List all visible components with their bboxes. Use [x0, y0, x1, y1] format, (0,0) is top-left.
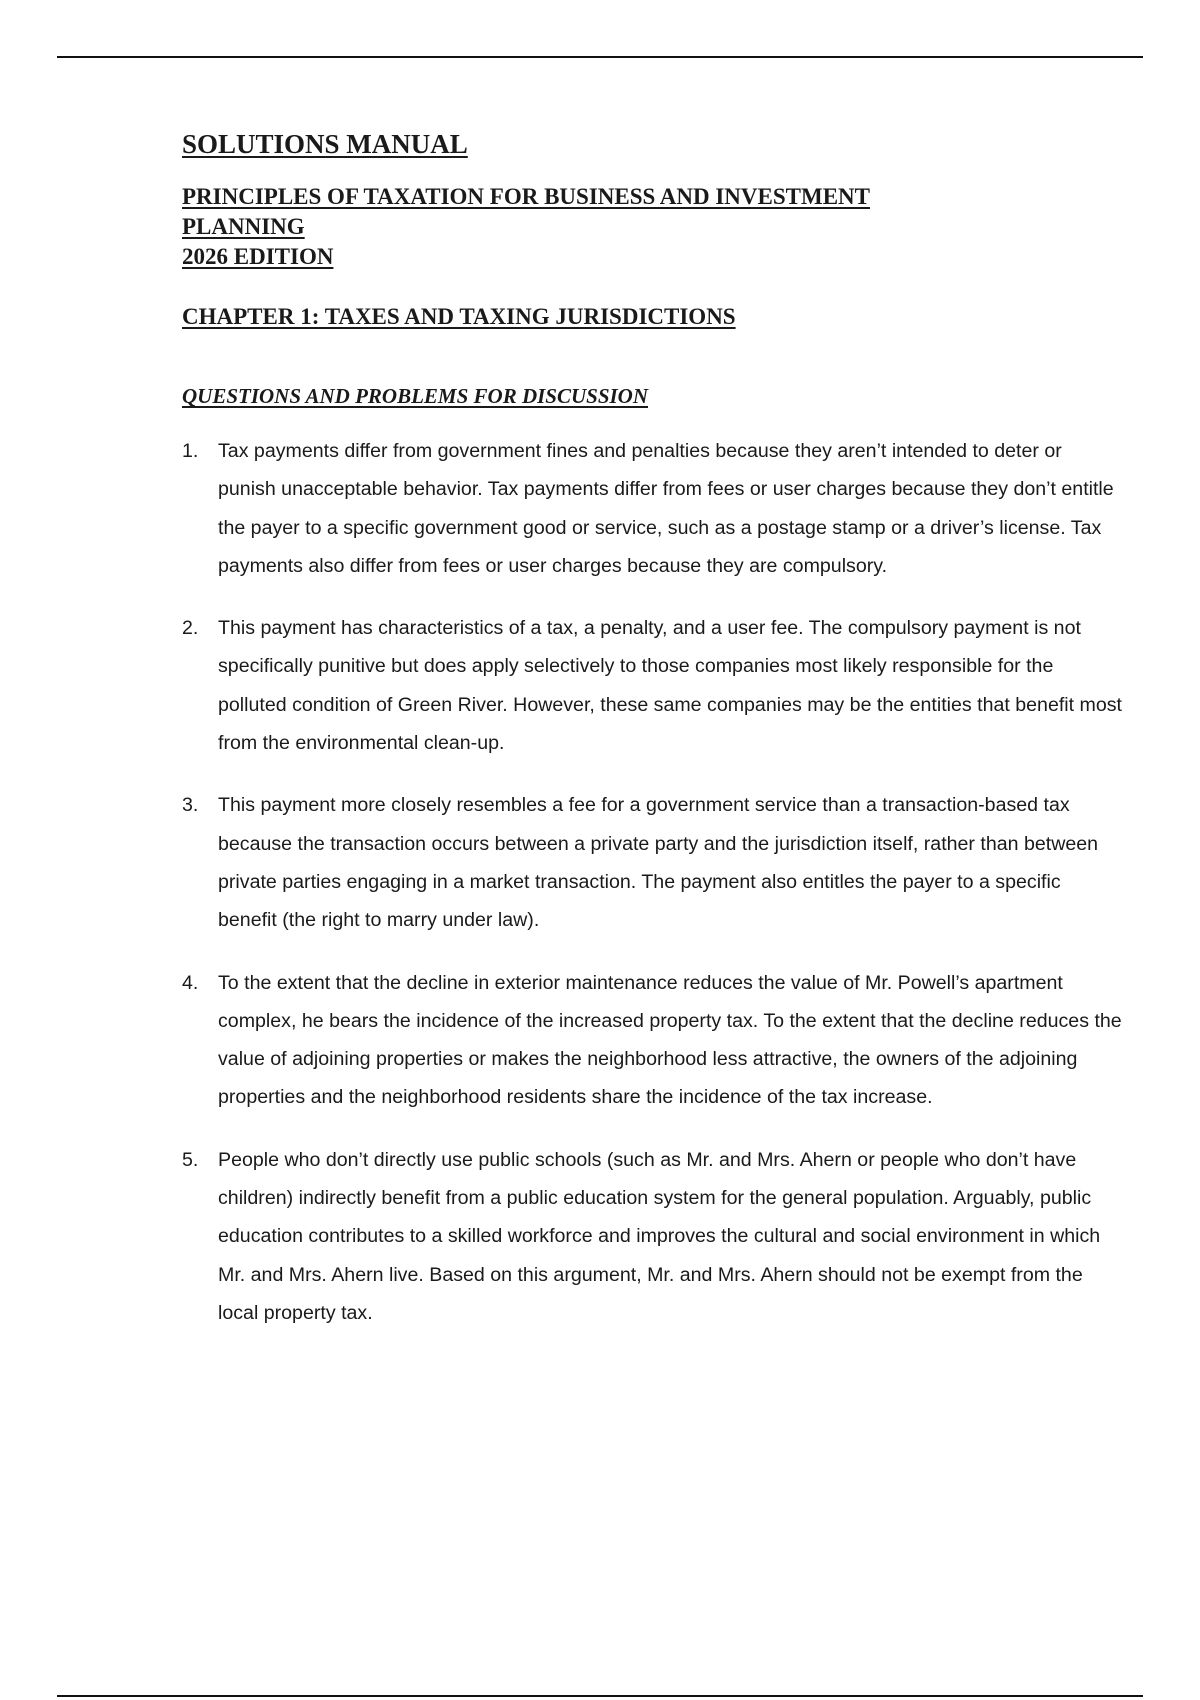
answer-item — [182, 786, 1122, 939]
top-rule — [57, 56, 1143, 58]
section-title: QUESTIONS AND PROBLEMS FOR DISCUSSION — [182, 384, 649, 408]
answer-item — [182, 432, 1122, 585]
answer-text: Tax payments differ from government fines and penalties because they aren’t intended to deter or punish unacceptable behavior. Tax payments differ from fees or user charges because they don’t entitle the payer to a specific government good or service, such as a postage stamp or a driver’s license. Tax payments also differ from fees or user charges because they are compulsory. — [218, 440, 1114, 577]
answer-text: This payment has characteristics of a tax, a penalty, and a user fee. The compulsory payment is not specifically punitive but does apply selectively to those companies most likely responsible for the polluted condition of Green River. However, these same companies may be the entities that benefit most from the environmental clean-up. — [218, 617, 1122, 755]
book-title-line-2: PLANNING — [182, 214, 305, 239]
book-title — [182, 182, 1122, 272]
edition: 2026 EDITION — [182, 244, 334, 269]
book-title-line-1: PRINCIPLES OF TAXATION FOR BUSINESS AND INVESTMENT — [182, 184, 871, 209]
answer-number: 4. — [182, 971, 199, 994]
document-body — [182, 128, 1122, 1356]
answer-text: This payment more closely resembles a fee for a government service than a transaction-based tax because the transaction occurs between a private party and the jurisdiction itself, rather than between private parties engaging in a market transaction. The payment also entitles the payer to a specific benefit (the right to marry under law). — [218, 794, 1099, 932]
answer-number: 2. — [182, 617, 199, 640]
answer-item — [182, 609, 1122, 762]
answer-number: 3. — [182, 794, 199, 817]
bottom-rule — [57, 1695, 1143, 1697]
answer-number: 5. — [182, 1148, 199, 1171]
answer-item — [182, 1141, 1122, 1332]
chapter-title: CHAPTER 1: TAXES AND TAXING JURISDICTIONS — [182, 304, 736, 329]
answer-item — [182, 964, 1122, 1117]
manual-title: SOLUTIONS MANUAL — [182, 129, 468, 159]
answer-list — [182, 432, 1122, 1332]
answer-text: People who don’t directly use public schools (such as Mr. and Mrs. Ahern or people who don’t have children) indirectly benefit from a public education system for the general population. Arguably, public education contributes to a skilled workforce and improves the cultural and social environment in which Mr. and Mrs. Ahern live. Based on this argument, Mr. and Mrs. Ahern should not be exempt from the local property tax. — [218, 1148, 1101, 1324]
answer-number: 1. — [182, 440, 199, 462]
answer-text: To the extent that the decline in exterior maintenance reduces the value of Mr. Powell’s apartment complex, he bears the incidence of the increased property tax. To the extent that the decline reduces the value of adjoining properties or makes the neighborhood less attractive, the owners of the adjoining properties and the neighborhood residents share the incidence of the tax increase. — [218, 971, 1122, 1109]
